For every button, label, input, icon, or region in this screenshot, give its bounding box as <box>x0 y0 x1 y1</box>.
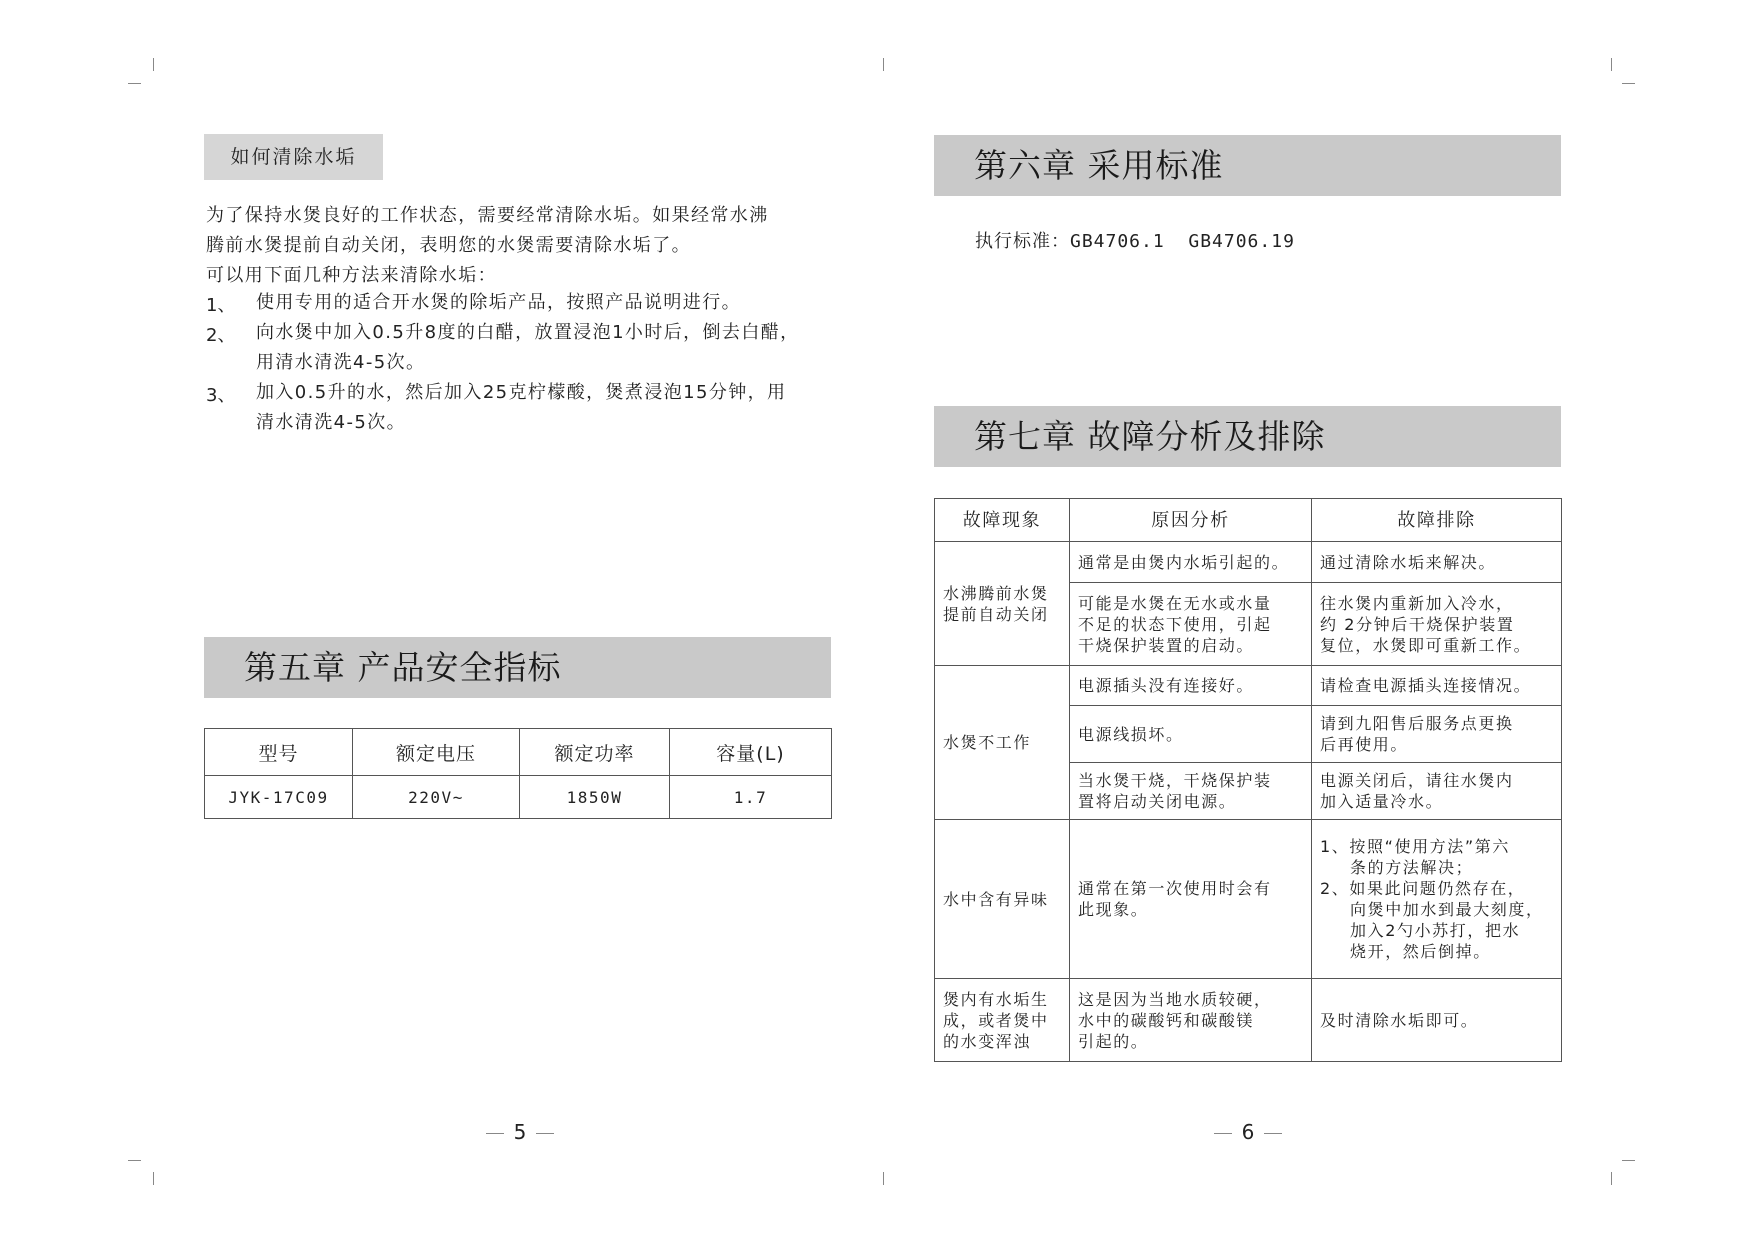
cause-cell <box>1070 706 1312 763</box>
cause-cell <box>1070 583 1312 666</box>
table-header-row <box>935 499 1562 542</box>
cell-line: 可能是水煲在无水或水量 <box>1078 593 1272 613</box>
table-header-cell: 容量(L) <box>670 729 832 776</box>
table-cell: 1.7 <box>670 776 832 819</box>
cell-line: 加入适量冷水。 <box>1320 792 1444 811</box>
cell-line: 向煲中加水到最大刻度， <box>1350 900 1544 919</box>
cause-cell <box>1070 979 1312 1062</box>
crop-mark <box>153 58 154 71</box>
table-row <box>935 666 1562 706</box>
cell-line: 成，或者煲中 <box>943 1010 1049 1030</box>
cell-line: 往水煲内重新加入冷水， <box>1320 593 1514 613</box>
page-number <box>460 1120 580 1144</box>
cell-line: 置将启动关闭电源。 <box>1078 792 1237 811</box>
cell-line: 当水煲干烧，干烧保护装 <box>1078 771 1272 790</box>
crop-mark <box>1622 1160 1635 1161</box>
table-header-cell: 故障排除 <box>1312 499 1562 542</box>
standard-line <box>975 227 1295 253</box>
fix-cell <box>1312 583 1562 666</box>
cell-line: 请检查电源插头连接情况。 <box>1320 676 1532 695</box>
intro-line: 为了保持水煲良好的工作状态，需要经常清除水垢。如果经常水沸 <box>206 205 769 226</box>
step-text: 加入0.5升的水，然后加入25克柠檬酸，煲煮浸泡15分钟，用 <box>256 382 787 403</box>
crop-mark <box>1611 58 1612 71</box>
chapter7-title-bar <box>934 406 1561 467</box>
symptom-cell <box>935 979 1070 1062</box>
cell-line: 不足的状态下使用，引起 <box>1078 614 1272 634</box>
crop-mark <box>128 83 141 84</box>
intro-line: 可以用下面几种方法来清除水垢： <box>206 265 497 286</box>
cell-line: 电源线损坏。 <box>1078 724 1184 744</box>
cell-line: 煲内有水垢生 <box>943 989 1049 1009</box>
crop-mark <box>883 58 884 71</box>
cell-line: 的水变浑浊 <box>943 1031 1032 1051</box>
cell-line: 引起的。 <box>1078 1031 1149 1051</box>
step-number: 1、 <box>206 295 236 316</box>
cell-line: 水中含有异味 <box>943 889 1049 909</box>
intro-line: 腾前水煲提前自动关闭，表明您的水煲需要清除水垢了。 <box>206 235 691 256</box>
cell-line: 约 2分钟后干烧保护装置 <box>1320 614 1515 634</box>
table-header-cell: 故障现象 <box>935 499 1070 542</box>
chapter5-title-bar <box>204 637 831 698</box>
page-number <box>1188 1120 1308 1144</box>
cause-cell <box>1070 820 1312 979</box>
step-text: 清水清洗4-5次。 <box>256 412 406 433</box>
crop-mark <box>883 1172 884 1185</box>
table-header-cell: 额定功率 <box>520 729 670 776</box>
cell-line: 条的方法解决； <box>1350 858 1474 877</box>
table-header-cell: 额定电压 <box>353 729 520 776</box>
cell-line: 这是因为当地水质较硬， <box>1078 989 1272 1009</box>
chapter7-title: 第七章 故障分析及排除 <box>974 417 1326 456</box>
fix-cell <box>1312 979 1562 1062</box>
table-header-row <box>205 729 832 776</box>
table-header-cell: 原因分析 <box>1070 499 1312 542</box>
chapter5-title: 第五章 产品安全指标 <box>244 648 562 687</box>
standard-values: GB4706.1 GB4706.19 <box>1070 231 1295 252</box>
chapter6-title: 第六章 采用标准 <box>974 146 1224 185</box>
cell-line: 通常是由煲内水垢引起的。 <box>1078 552 1290 572</box>
cause-cell <box>1070 542 1312 583</box>
spec-table <box>204 728 832 819</box>
cell-line: 通过清除水垢来解决。 <box>1320 552 1497 572</box>
cell-line: 水中的碳酸钙和碳酸镁 <box>1078 1010 1255 1030</box>
cell-line: 复位，水煲即可重新工作。 <box>1320 635 1532 655</box>
fault-table <box>934 498 1562 1062</box>
fix-item-line: 2、如果此问题仍然存在， <box>1320 879 1526 898</box>
crop-mark <box>128 1160 141 1161</box>
fix-item-line: 1、按照“使用方法”第六 <box>1320 837 1510 856</box>
table-row <box>935 542 1562 583</box>
cell-line: 提前自动关闭 <box>943 604 1049 624</box>
cell-line: 通常在第一次使用时会有 <box>1078 879 1272 898</box>
cell-line: 及时清除水垢即可。 <box>1320 1010 1479 1030</box>
crop-mark <box>153 1172 154 1185</box>
page-number-value: 6 <box>1241 1120 1255 1144</box>
fix-cell <box>1312 666 1562 706</box>
cell-line: 烧开，然后倒掉。 <box>1350 942 1491 961</box>
cell-line: 后再使用。 <box>1320 735 1409 754</box>
fix-cell <box>1312 706 1562 763</box>
cell-line: 此现象。 <box>1078 900 1149 919</box>
step-text: 向水煲中加入0.5升8度的白醋，放置浸泡1小时后，倒去白醋， <box>256 322 800 343</box>
table-cell: 220V~ <box>353 776 520 819</box>
scale-section-heading: 如何清除水垢 <box>204 134 383 180</box>
cell-line: 电源关闭后，请往水煲内 <box>1320 771 1514 790</box>
symptom-cell <box>935 820 1070 979</box>
crop-mark <box>1622 83 1635 84</box>
page-number-value: 5 <box>513 1120 527 1144</box>
table-cell: JYK-17C09 <box>205 776 353 819</box>
table-row <box>935 979 1562 1062</box>
table-cell: 1850W <box>520 776 670 819</box>
cell-line: 水沸腾前水煲 <box>943 583 1049 603</box>
symptom-cell <box>935 542 1070 666</box>
table-header-cell: 型号 <box>205 729 353 776</box>
step-number: 3、 <box>206 385 236 406</box>
symptom-cell <box>935 666 1070 820</box>
cell-line: 水煲不工作 <box>943 733 1032 752</box>
fix-cell <box>1312 542 1562 583</box>
cause-cell <box>1070 763 1312 820</box>
standard-label: 执行标准： <box>975 231 1070 252</box>
crop-mark <box>1611 1172 1612 1185</box>
fix-cell <box>1312 820 1562 979</box>
chapter6-title-bar <box>934 135 1561 196</box>
step-text: 用清水清洗4-5次。 <box>256 352 426 373</box>
table-row <box>205 776 832 819</box>
cell-line: 电源插头没有连接好。 <box>1078 676 1255 695</box>
table-row <box>935 820 1562 979</box>
cause-cell <box>1070 666 1312 706</box>
cell-line: 干烧保护装置的启动。 <box>1078 635 1255 655</box>
cell-line: 请到九阳售后服务点更换 <box>1320 714 1514 733</box>
step-text: 使用专用的适合开水煲的除垢产品，按照产品说明进行。 <box>256 292 741 313</box>
step-number: 2、 <box>206 325 236 346</box>
fix-cell <box>1312 763 1562 820</box>
cell-line: 加入2勺小苏打，把水 <box>1350 921 1521 940</box>
